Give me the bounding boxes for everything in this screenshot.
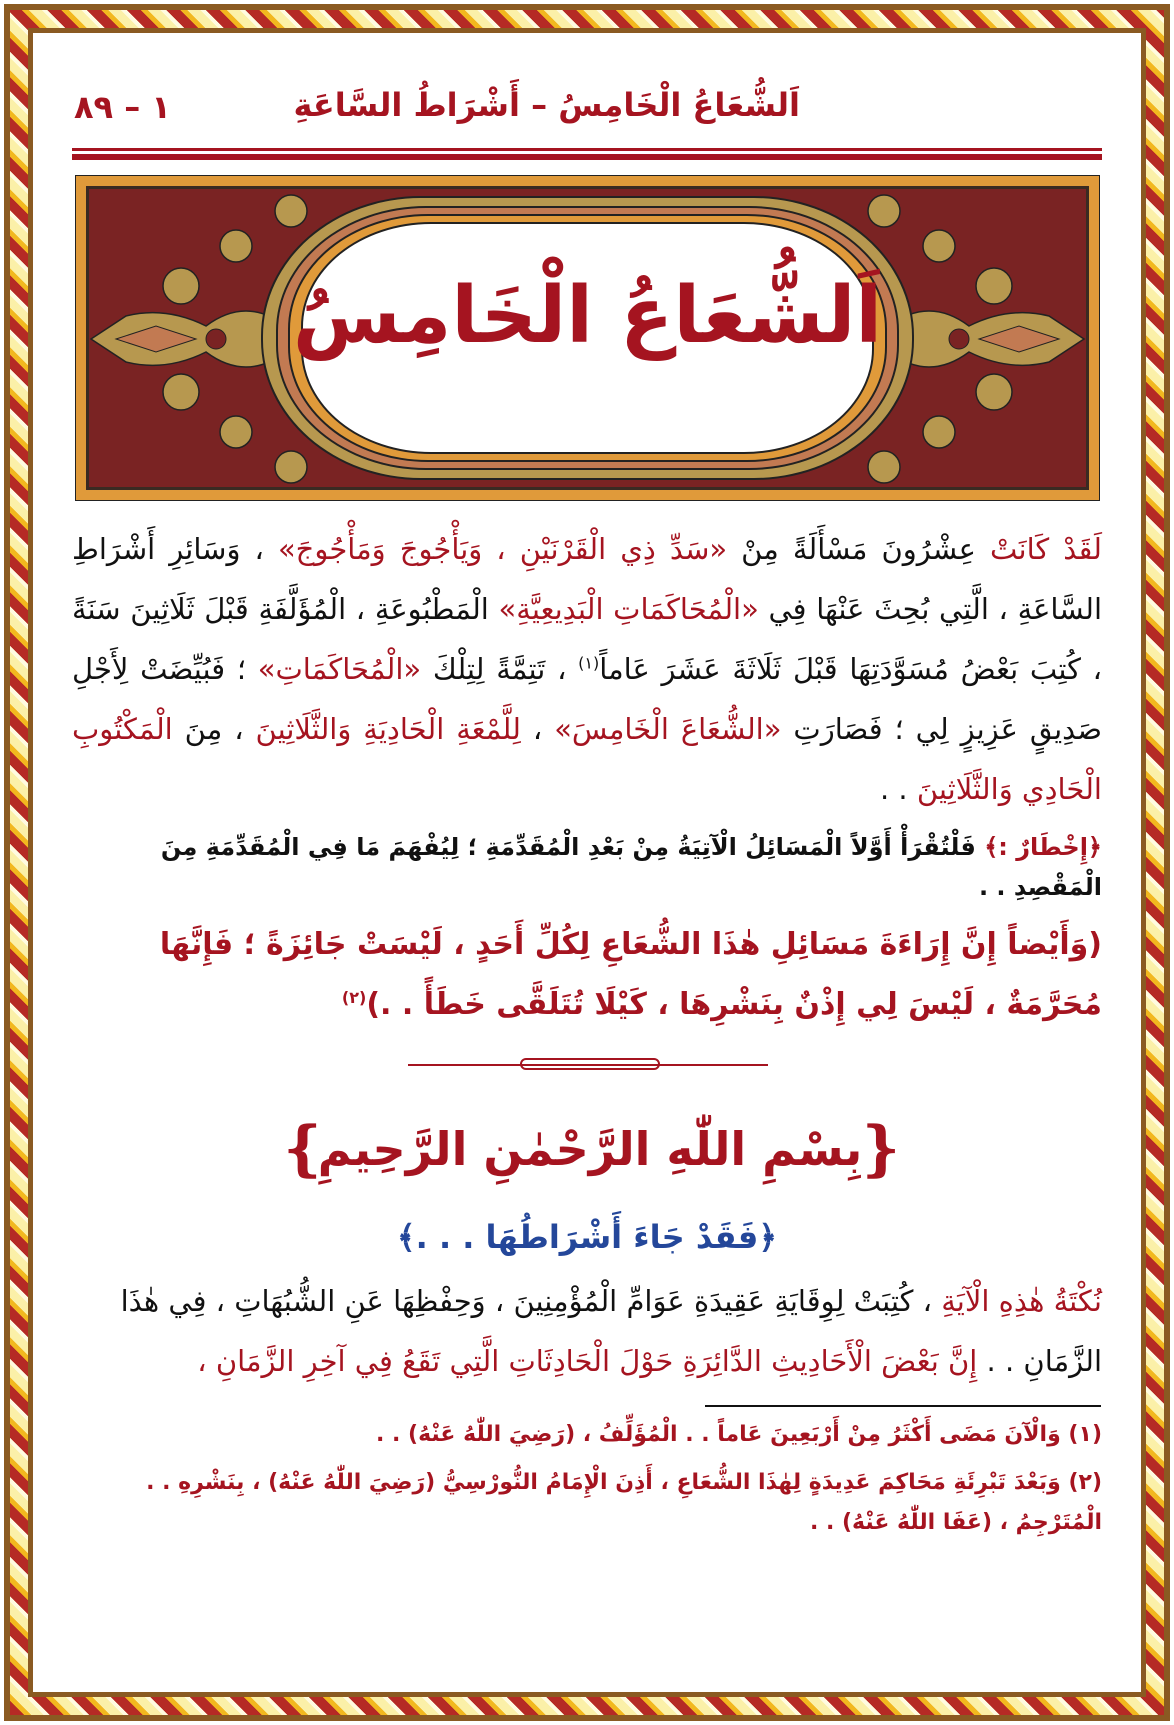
- chapter-title-banner: [75, 175, 1100, 501]
- text-segment: ، مِنَ: [172, 712, 256, 746]
- section-paragraph: [72, 1271, 1102, 1391]
- basmala-block: [72, 1099, 1102, 1199]
- basmala-ornament-left-icon: ❴: [278, 1114, 329, 1184]
- text-segment: الْمَكْتُوبِ الْحَادِي وَالثَّلَاثِينَ: [72, 712, 1102, 806]
- text-segment: الْمَطْبُوعَةِ ، الْمُؤَلَّفَةِ قَبْلَ ثَلَاثِينَ سَنَةً ، كُتِبَ بَعْضُ مُسَوَّدَتِهَا قَبْلَ ثَلَاثَةَ عَشَرَ عَاماً: [72, 592, 1102, 686]
- footnote-ref-2[interactable]: (٢): [341, 988, 367, 1007]
- text-segment: «الْمُحَاكَمَاتِ الْبَدِيعِيَّةِ»: [498, 592, 759, 626]
- basmala-ornament-right-icon: ❵: [855, 1114, 906, 1184]
- text-segment: ، كُتِبَتْ لِوِقَايَةِ عَقِيدَةِ عَوَامِّ الْمُؤْمِنِينَ ، وَحِفْظِهَا عَنِ الشُّبُهَاتِ ، فِي هٰذَا الزَّمَانِ . .: [120, 1284, 1102, 1378]
- quote-text: (وَأَيْضاً إِنَّ إِرَاءَةَ مَسَائِلِ هٰذَا الشُّعَاعِ لِكُلِّ أَحَدٍ ، لَيْسَتْ جَائِزَةً ؛ فَإِنَّهَا مُحَرَّمَةٌ ، لَيْسَ لِي إِذْنٌ بِنَشْرِهَا ، كَيْلَا تُتَلَقَّى خَطَأً . .): [159, 927, 1102, 1022]
- text-segment: لَقَدْ كَانَتْ: [990, 532, 1102, 566]
- header-rule-thin: [72, 148, 1102, 151]
- notice-text: فَلْتُقْرَأْ أَوَّلاً الْمَسَائِلُ الْآتِيَةُ مِنْ بَعْدِ الْمُقَدِّمَةِ ؛ لِيُفْهَمَ مَا فِي الْمُقَدِّمَةِ مِنَ الْمَقْصِدِ . .: [160, 833, 1102, 901]
- text-segment: إِنَّ بَعْضَ الْأَحَادِيثِ الدَّائِرَةِ حَوْلَ الْحَادِثَاتِ الَّتِي تَقَعُ فِي آخِرِ الزَّمَانِ ،: [197, 1344, 978, 1378]
- text-segment: «الشُّعَاعَ الْخَامِسَ»: [554, 712, 782, 746]
- section-divider-wrap: [72, 1045, 1102, 1085]
- quote-paragraph: [72, 915, 1102, 1035]
- footnote-2: (٢) وَبَعْدَ تَبْرِئَةِ مَحَاكِمَ عَدِيدَةٍ لِهٰذَا الشُّعَاعِ ، أَذِنَ الْإِمَامُ النُّورْسِيُّ (رَضِيَ اللّٰهُ عَنْهُ) ، بِنَشْرِهِ . . الْمُتَرْجِمُ ، (عَفَا اللّٰهُ عَنْهُ) . .: [146, 1470, 1102, 1535]
- basmala: بِسْمِ اللّٰهِ الرَّحْمٰنِ الرَّحِيمِ: [317, 1122, 863, 1176]
- running-header: [72, 80, 1102, 142]
- text-segment: ،: [520, 712, 555, 746]
- text-segment: ؛ فَبُيِّضَتْ لِأَجْلِ صَدِيقٍ عَزِيزٍ لِي ؛ فَصَارَتِ: [72, 652, 1103, 746]
- page-content: [72, 0, 1102, 1593]
- verse-subtitle: ﴿فَقَدْ جَاءَ أَشْرَاطُهَا . . .﴾: [396, 1218, 778, 1256]
- text-segment: «سَدِّ ذِي الْقَرْنَيْنِ ، وَيَأْجُوجَ وَمَأْجُوجَ»: [277, 532, 728, 566]
- notice-label: ﴿إِخْطَارٌ :﴾: [984, 833, 1102, 861]
- page-number: ١ – ٨٩: [74, 88, 171, 126]
- intro-paragraph: [72, 519, 1102, 819]
- notice-paragraph: [72, 827, 1102, 907]
- text-segment: ، وَسَائِرِ أَشْرَاطِ السَّاعَةِ ، الَّتِي بُحِثَ عَنْهَا فِي: [72, 532, 1103, 626]
- text-segment: نُكْتَةُ هٰذِهِ الْآيَةِ: [941, 1284, 1102, 1318]
- text-segment: . .: [879, 772, 917, 806]
- chapter-title: اَلشُّعَاعُ الْخَامِسُ: [292, 271, 883, 361]
- footnote-1: (١) وَالْآنَ مَضَى أَكْثَرُ مِنْ أَرْبَعِينَ عَاماً . . الْمُؤَلِّفُ ، (رَضِيَ اللّٰهُ عَنْهُ) . .: [376, 1422, 1102, 1447]
- text-segment: ، تَتِمَّةً لِتِلْكَ: [421, 652, 579, 686]
- header-rule-thick: [72, 154, 1102, 160]
- text-segment: لِلَّمْعَةِ الْحَادِيَةِ وَالثَّلَاثِينَ: [255, 712, 521, 746]
- footnote-rule: [705, 1405, 1101, 1407]
- text-segment: عِشْرُونَ مَسْأَلَةً مِنْ: [727, 532, 991, 566]
- divider-ornament-icon: [520, 1058, 660, 1070]
- text-segment: «الْمُحَاكَمَاتِ»: [257, 652, 422, 686]
- running-header-title: اَلشُّعَاعُ الْخَامِسُ – أَشْرَاطُ السَّاعَةِ: [293, 86, 800, 124]
- footnote-ref-1[interactable]: (١): [578, 653, 600, 673]
